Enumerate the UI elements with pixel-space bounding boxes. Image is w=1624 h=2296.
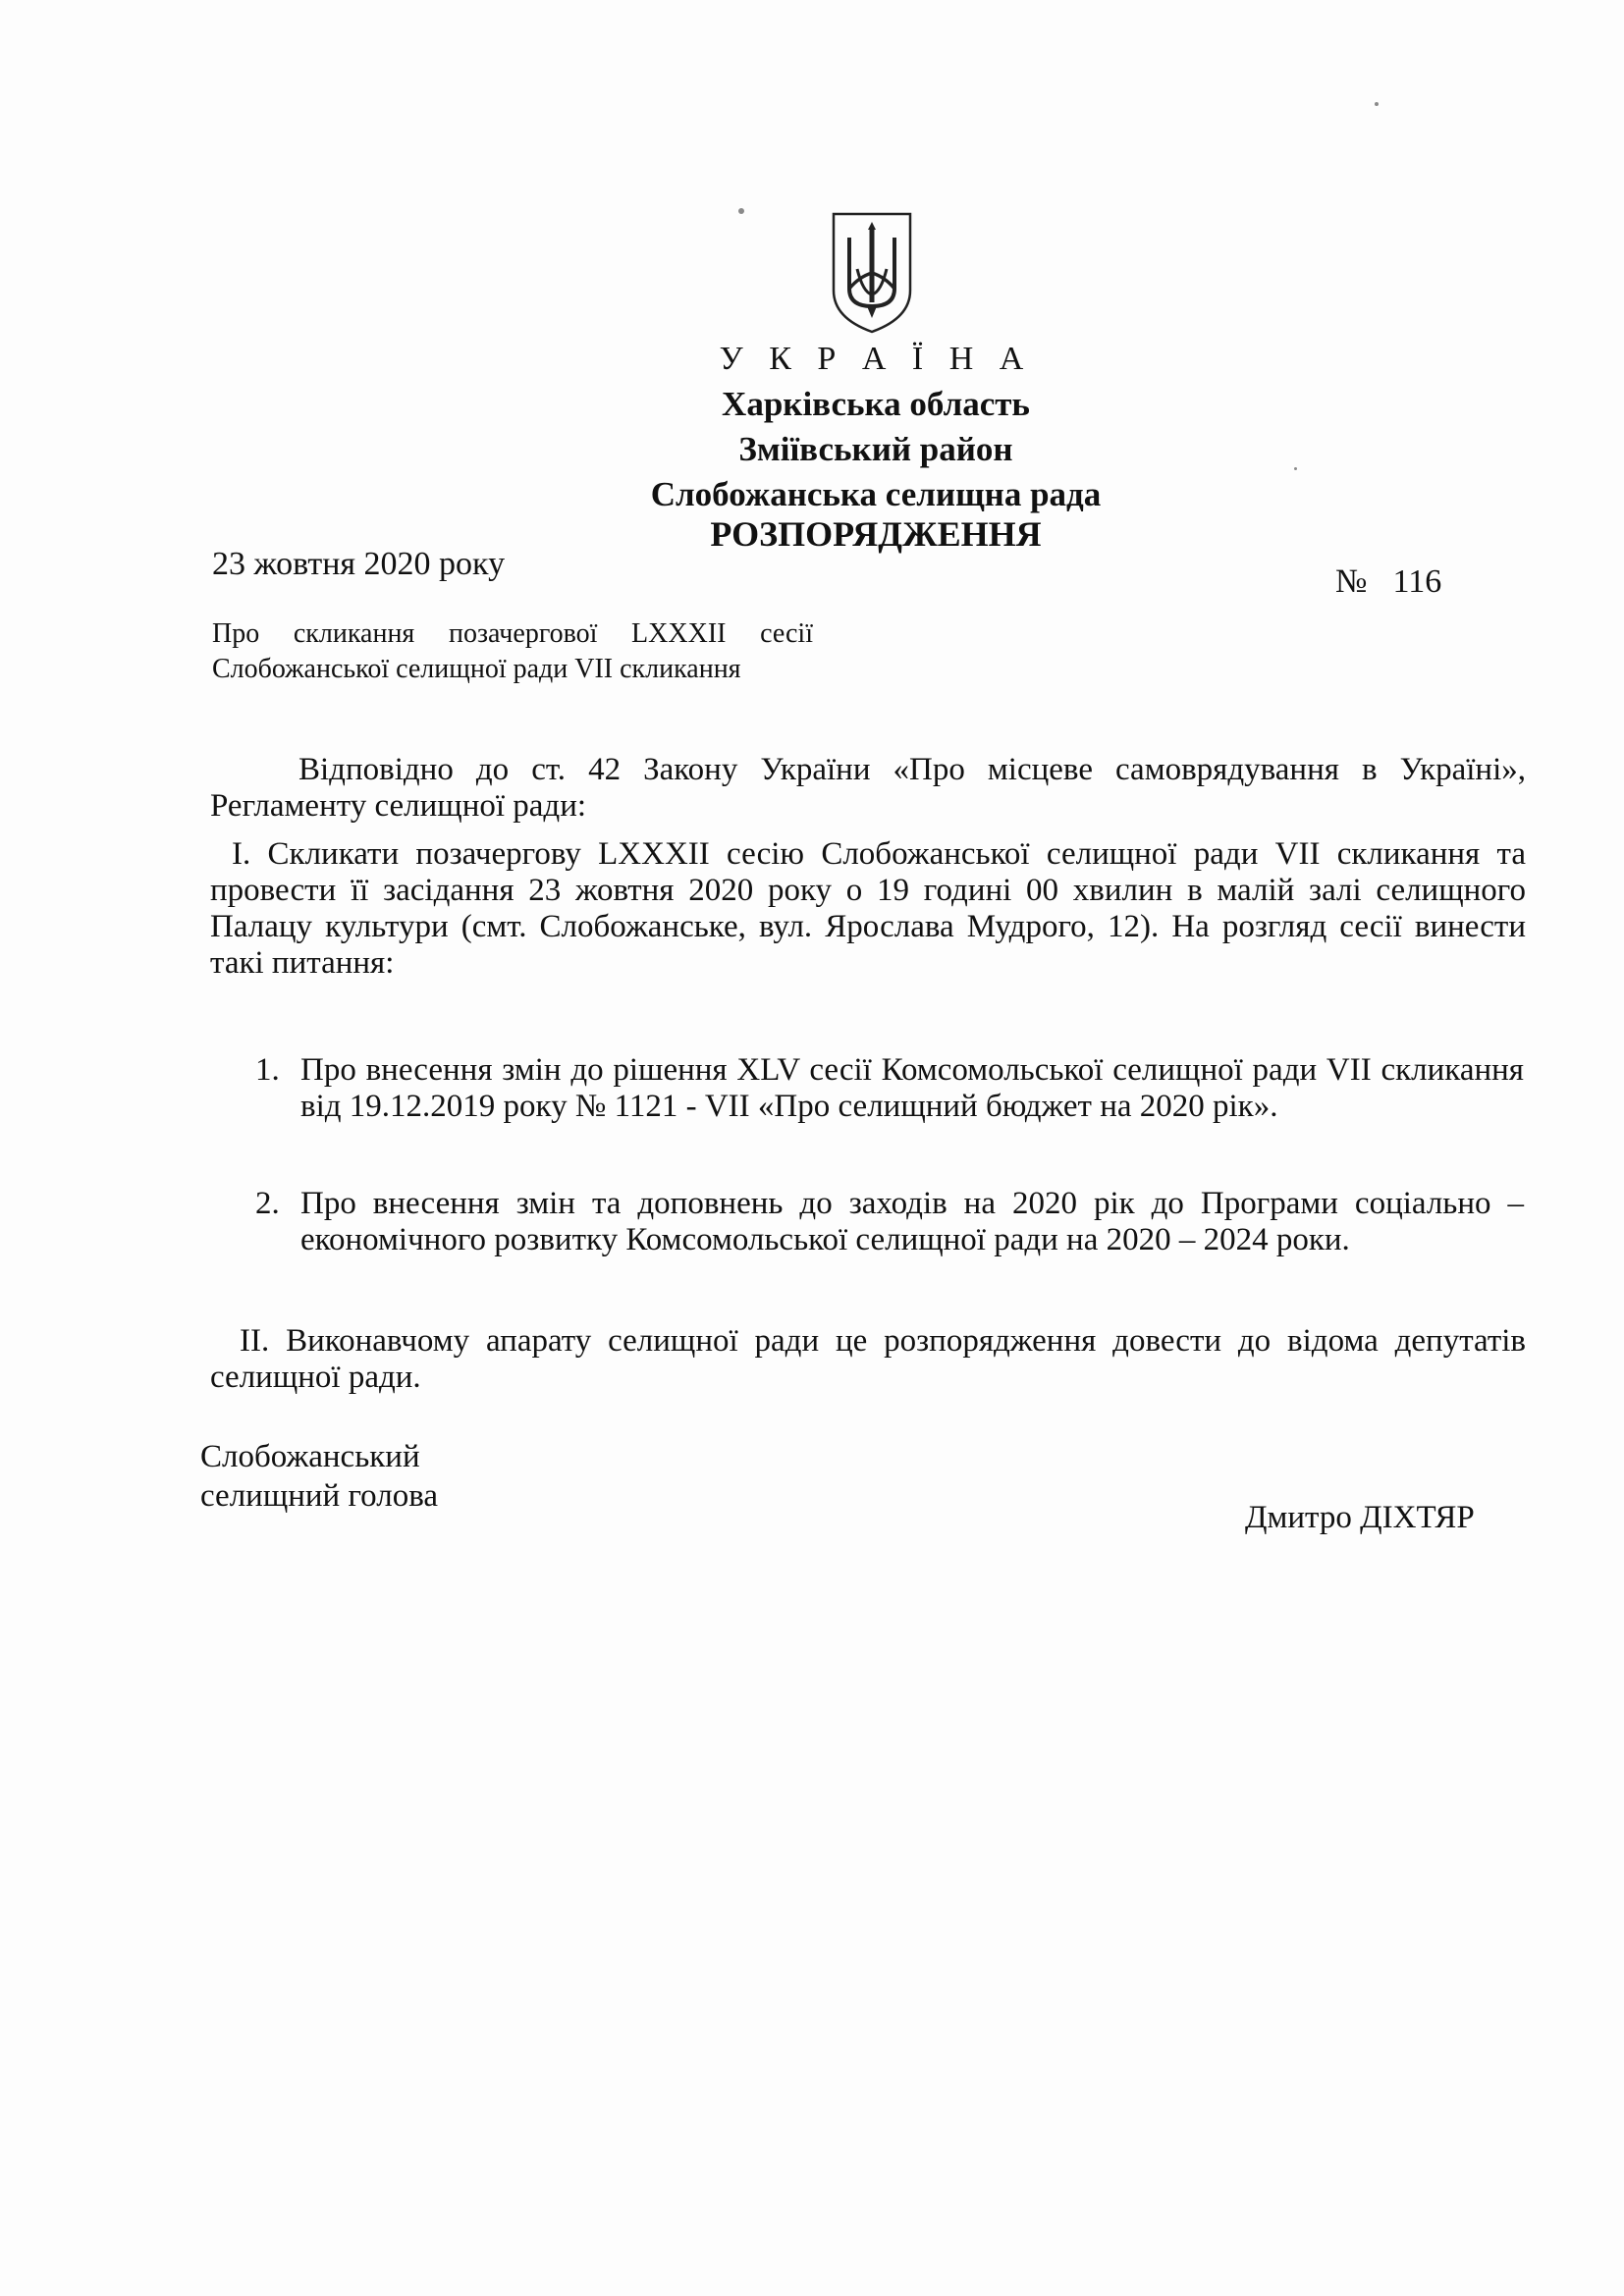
list-item xyxy=(255,1186,1524,1258)
signatory-title xyxy=(200,1437,438,1516)
list-item-text: Про внесення змін та доповнень до заходів на 2020 рік до Програми соціально – економічного розвитку Комсомольської селищної ради на 2020 – 2024 роки. xyxy=(300,1186,1524,1257)
list-item-number: 1. xyxy=(255,1052,280,1088)
scan-speck xyxy=(1294,467,1297,470)
signatory-title-line2: селищний голова xyxy=(200,1478,439,1514)
document-type-title: РОЗПОРЯДЖЕННЯ xyxy=(710,514,1042,554)
signatory-title-line1: Слобожанський xyxy=(200,1439,420,1474)
intro-paragraph: Відповідно до ст. 42 Закону України «Про місцеве самоврядування в Україні», Регламенту селищної ради: xyxy=(210,752,1526,824)
point-one-paragraph: І. Скликати позачергову LXXXII сесію Слобожанської селищної ради VII скликання та провести її засідання 23 жовтня 2020 року о 19 годині 00 хвилин в малій залі селищного Палацу культури (смт. Слобожанське, вул. Ярослава Мудрого, 12). На розгляд сесії винести такі питання: xyxy=(210,836,1526,981)
number-value: 116 xyxy=(1392,563,1442,600)
scan-speck xyxy=(738,208,744,214)
number-sign: № xyxy=(1335,563,1368,600)
document-date: 23 жовтня 2020 року xyxy=(212,546,506,582)
scan-speck xyxy=(1375,102,1379,106)
list-item-text: Про внесення змін до рішення XLV сесії Комсомольської селищної ради VII скликання від 19.12.2019 року № 1121 - VII «Про селищний бюджет на 2020 рік». xyxy=(300,1052,1524,1124)
document-number xyxy=(1335,563,1441,601)
signatory-name: Дмитро ДІХТЯР xyxy=(1245,1500,1475,1535)
header-district: Зміївський район xyxy=(738,430,1013,468)
trident-coat-of-arms-icon xyxy=(828,208,916,336)
header-country: У К Р А Ї Н А xyxy=(719,341,1033,377)
document-subject: Про скликання позачергової LXXXII сесії Слобожанської селищної ради VII скликання xyxy=(212,618,813,684)
list-item xyxy=(255,1052,1524,1125)
list-item-number: 2. xyxy=(255,1186,280,1221)
point-two-paragraph: ІІ. Виконавчому апарату селищної ради це розпорядження довести до відома депутатів селищної ради. xyxy=(210,1323,1526,1395)
header-region: Харківська область xyxy=(722,385,1030,423)
header-council: Слобожанська селищна рада xyxy=(650,475,1102,513)
